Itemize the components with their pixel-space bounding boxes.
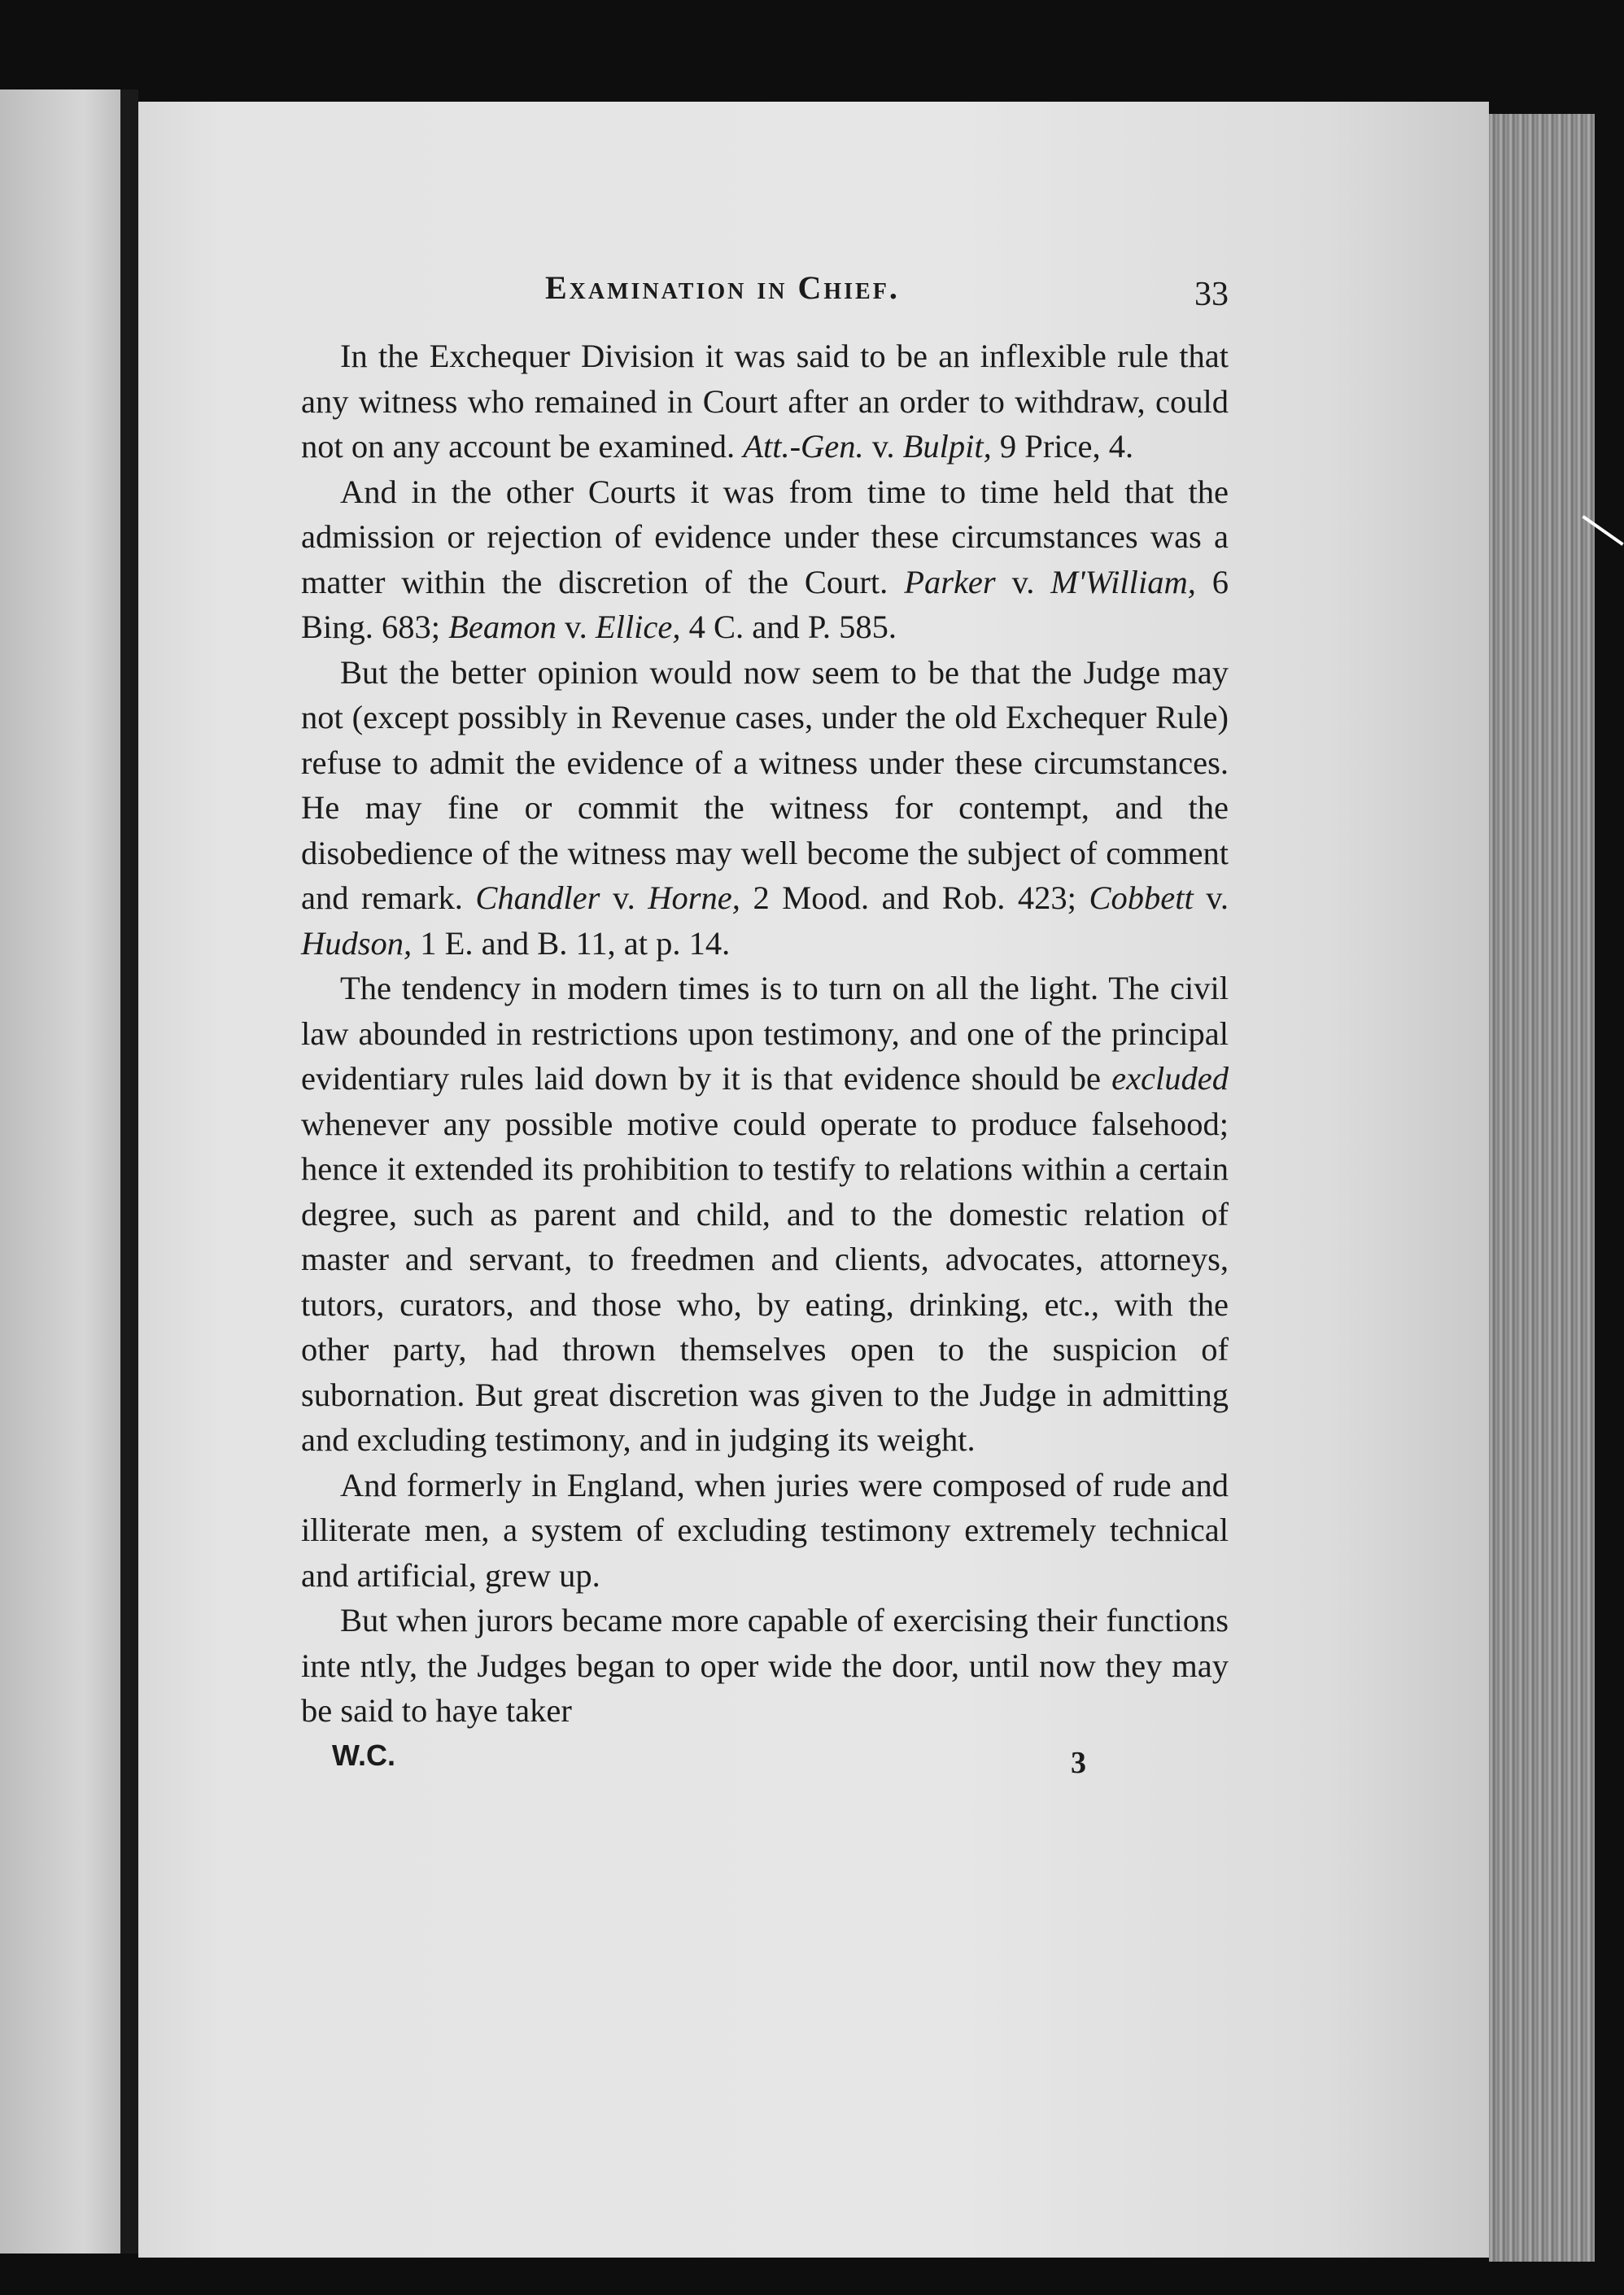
paragraph bbox=[301, 966, 1229, 1463]
page-text-block bbox=[301, 268, 1229, 1787]
case-name-italic: Ellice, bbox=[595, 609, 681, 645]
page-number: 33 bbox=[1194, 276, 1229, 313]
text-run: 4 C. and P. 585. bbox=[680, 609, 897, 645]
running-title: Examination in Chief. bbox=[545, 269, 900, 306]
text-run: And in the other Courts it was from time to time held that the admission or rejection of evidence under these circumstances was a matter within the discretion of the Court. bbox=[301, 473, 1229, 600]
text-run: 9 Price, 4. bbox=[991, 428, 1134, 465]
text-run: v. bbox=[995, 563, 1051, 600]
signature-mark: W.C. bbox=[332, 1738, 395, 1772]
text-run: And formerly in England, when juries were composed of rude and illiterate men, a system of excluding testimony extremely technical and artificial, grew up. bbox=[301, 1466, 1229, 1594]
text-run: In the Exchequer Division it was said to be an inflexible rule that any witness who remained in Court after an order to withdraw, could not on any account be examined. bbox=[301, 338, 1229, 465]
paragraph bbox=[301, 334, 1229, 469]
paragraph bbox=[301, 650, 1229, 966]
body-text bbox=[301, 334, 1229, 1734]
text-run: v. bbox=[556, 609, 596, 645]
text-run: 2 Mood. and Rob. 423; bbox=[740, 879, 1089, 916]
case-name-italic: Horne, bbox=[648, 879, 740, 916]
text-run: whenever any possible motive could operate to produce falsehood; hence it extended its prohibition to testify to relations within a certain degree, such as parent and child, and to the domestic relation of master and servant, to freedmen and clients, advocates, attorneys, tutors, curators, and those who, by eating, drinking, etc., with the other party, had thrown themselves open to the suspicion of subornation. But great discretion was given to the Judge in admitting and excluding testimony, and in judging its weight. bbox=[301, 1105, 1229, 1458]
paragraph bbox=[301, 469, 1229, 650]
case-name-italic: Hudson, bbox=[301, 924, 413, 962]
book-binding-gutter bbox=[120, 89, 138, 2254]
running-head bbox=[301, 268, 1229, 334]
case-name-italic: excluded bbox=[1111, 1060, 1229, 1097]
text-run: 6 Bing. 683; bbox=[301, 563, 1229, 645]
case-name-italic: Parker bbox=[904, 563, 996, 600]
case-name-italic: Cobbett bbox=[1089, 879, 1194, 916]
case-name-italic: Chandler bbox=[475, 879, 600, 916]
case-name-italic: Beamon bbox=[448, 609, 557, 645]
signature-number: 3 bbox=[1071, 1745, 1086, 1780]
paragraph bbox=[301, 1463, 1229, 1599]
page-block-edge bbox=[1489, 114, 1595, 2262]
page-footer bbox=[301, 1739, 1229, 1787]
case-name-italic: M'William, bbox=[1050, 563, 1196, 600]
case-name-italic: Att.-Gen. bbox=[743, 428, 864, 465]
text-run: v. bbox=[1193, 879, 1229, 916]
text-run: v. bbox=[600, 879, 648, 916]
text-run: v. bbox=[863, 428, 903, 465]
text-run: But when jurors became more capable of exercising their functions inte ntly, the Judges began to oper wide the door, until now they may be said to haye taker bbox=[301, 1602, 1229, 1729]
case-name-italic: Bulpit, bbox=[902, 428, 992, 465]
text-run: 1 E. and B. 11, at p. 14. bbox=[412, 924, 731, 962]
text-run: But the better opinion would now seem to be that the Judge may not (except possibly in Revenue cases, under the old Exchequer Rule) refuse to admit the evidence of a witness under these circumstances. He may fine or commit the witness for contempt, and the disobedience of the witness may well become the subject of comment and remark. bbox=[301, 653, 1229, 916]
paragraph bbox=[301, 1598, 1229, 1734]
previous-page-edge bbox=[0, 89, 120, 2254]
text-run: The tendency in modern times is to turn on all the light. The civil law abounded in restrictions upon testimony, and one of the principal evidentiary rules laid down by it is that evidence should be bbox=[301, 970, 1229, 1097]
